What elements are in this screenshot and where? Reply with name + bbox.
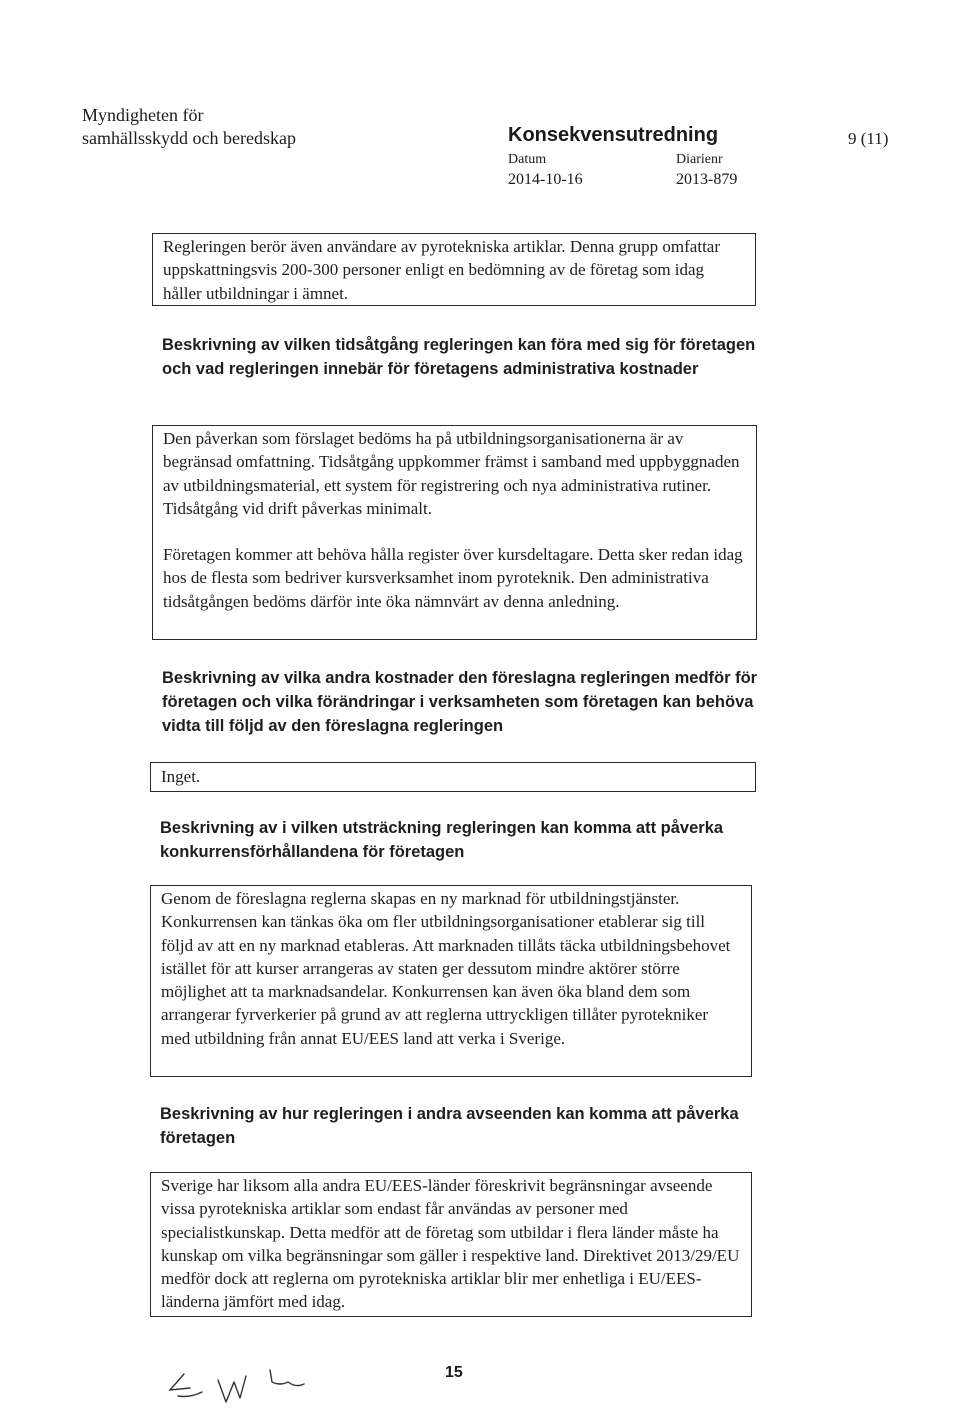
diarienr-value: 2013-879 [676,171,738,188]
organization-name-line2: samhällsskydd och beredskap [82,128,296,148]
page-stamp-number: 15 [445,1364,463,1381]
section2-answer: Inget. [161,767,201,786]
intro-text: Regleringen berör även användare av pyrotekniska artiklar. Denna grupp omfattar uppskattningsvis 200-300 personer enligt en bedömning av de företag som idag håller utbildningar i ämnet. [163,237,720,303]
datum-block [508,150,583,190]
document-title: Konsekvensutredning [508,124,719,146]
diarienr-block [676,150,737,190]
section1-paragraph1: Den påverkan som förslaget bedöms ha på utbildningsorganisationerna är av begränsad omfattning. Tidsåtgång uppkommer främst i samband med uppbyggnaden av utbildningsmaterial, ett system för registrering och nya administrativa rutiner. Tidsåtgång vid drift påverkas minimalt. [163,429,740,518]
datum-label: Datum [508,152,547,167]
diarienr-label: Diarienr [676,152,723,167]
section4-box [150,1172,752,1317]
organization-name [82,104,296,150]
section2-box [150,762,756,792]
section3-box [150,885,752,1077]
signature-scribble-icon [160,1352,330,1407]
handwritten-initials [160,1352,330,1412]
section4-paragraph: Sverige har liksom alla andra EU/EES-länder föreskrivit begränsningar avseende vissa pyrotekniska artiklar som endast får användas av personer med specialistkunskap. Detta medför att de företag som utbildar i flera länder måste ha kunskap om vilka begränsningar som gäller i respektive land. Direktivet 2013/29/EU medför dock att reglerna om pyrotekniska artiklar blir mer enhetliga i EU/EES-länderna jämfört med idag. [161,1176,740,1312]
section2-heading: Beskrivning av vilka andra kostnader den föreslagna regleringen medför för företagen och vilka förändringar i verksamheten som företagen kan behöva vidta till följd av den föreslagna regleringen [162,669,758,735]
organization-name-line1: Myndigheten för [82,105,204,125]
section1-box [152,425,757,640]
section3-paragraph: Genom de föreslagna reglerna skapas en ny marknad för utbildningstjänster. Konkurrensen kan tänkas öka om fler utbildningsorganisationer etablerar sig till följd av att en ny marknad etableras. Att marknaden tillåts täcka utbildningsbehovet istället för att kurser arrangeras av staten ger dessutom mindre aktörer större möjlighet att ta marknadsandelar. Konkurrensen kan även öka bland dem som arrangerar fyrverkerier på grund av att reglerna uttryckligen tillåter pyrotekniker med utbildning från annat EU/EES land att verka i Sverige. [161,889,731,1048]
section1-heading: Beskrivning av vilken tidsåtgång regleringen kan föra med sig för företagen och vad regleringen innebär för företagens administrativa kostnader [162,336,756,378]
section1-paragraph2: Företagen kommer att behöva hålla register över kursdeltagare. Detta sker redan idag hos de flesta som bedriver kursverksamhet inom pyroteknik. Den administrativa tidsåtgången bedöms därför inte öka nämnvärt av denna anledning. [163,545,743,611]
intro-box [152,233,756,306]
datum-value: 2014-10-16 [508,171,583,188]
section4-heading: Beskrivning av hur regleringen i andra avseenden kan komma att påverka företagen [160,1105,739,1147]
page-number: 9 (11) [848,129,889,148]
section3-heading: Beskrivning av i vilken utsträckning regleringen kan komma att påverka konkurrensförhållandena för företagen [160,819,724,861]
